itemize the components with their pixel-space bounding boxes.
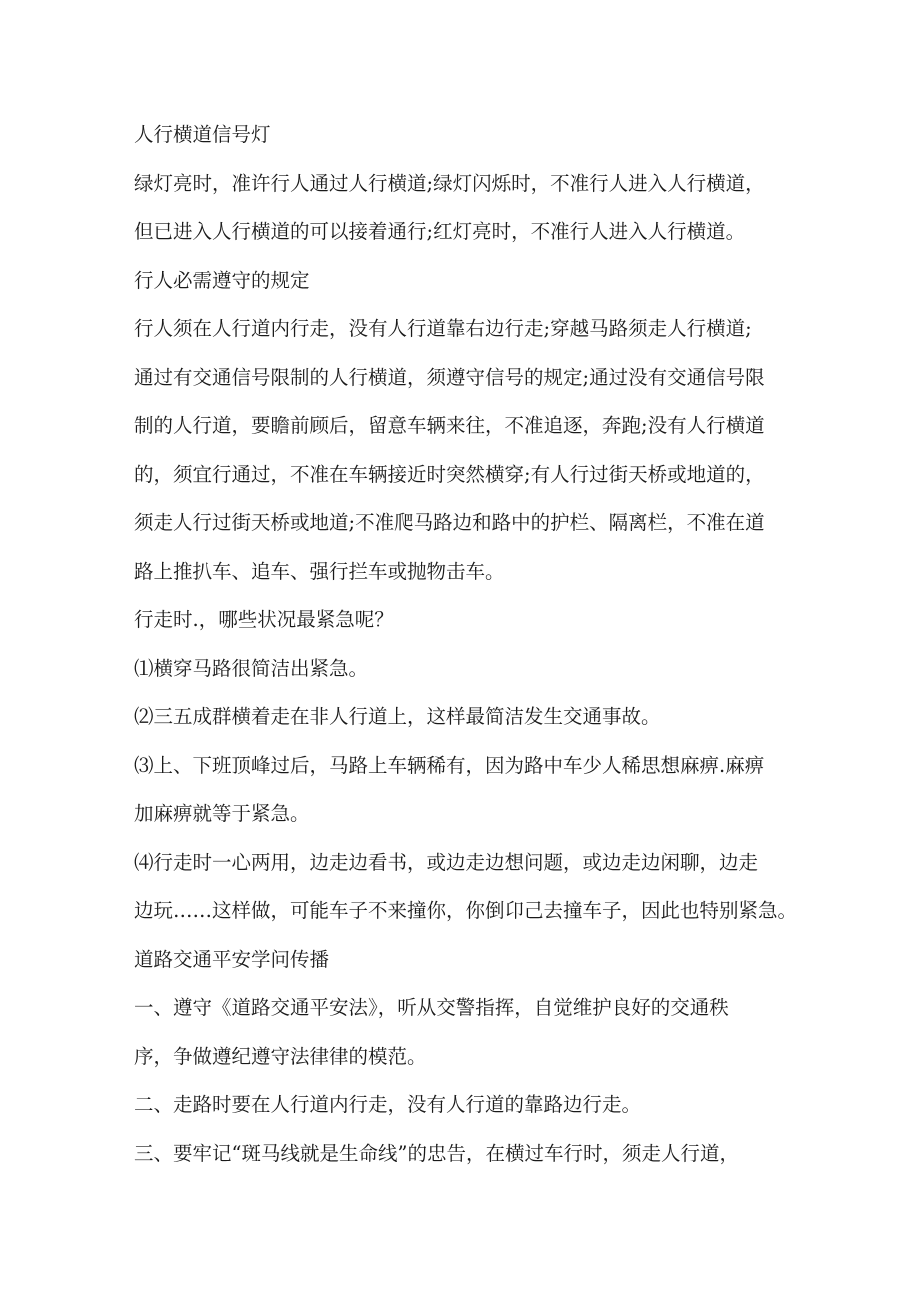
paragraph xyxy=(134,111,794,160)
text-line: 道路交通平安学问传播 xyxy=(134,947,330,971)
text-line: 路上推扒车、追车、强行拦车或抛物击车。 xyxy=(134,559,505,583)
text-line: 人行横道信号灯 xyxy=(134,123,271,146)
paragraph xyxy=(134,596,794,645)
text-line: 行人须在人行道内行走，没有人行道靠右边行走;穿越马路须走人行横道; xyxy=(134,317,752,340)
text-line: 通过有交通信号限制的人行横道，须遵守信号的规定;通过没有交通信号限 xyxy=(134,365,765,389)
text-line: 绿灯亮时，准许行人通过人行横道;绿灯闪烁时，不准行人进入人行横道， xyxy=(134,171,765,195)
document-body xyxy=(134,111,798,1178)
text-line: 二、走路时要在人行道内行走，没有人行道的靠路边行走。 xyxy=(134,1093,642,1116)
paragraph xyxy=(134,160,794,257)
paragraph xyxy=(134,1130,794,1179)
paragraph xyxy=(134,839,798,936)
paragraph xyxy=(134,305,794,596)
text-line: 边玩……这样做，可能车子不来撞你，你倒卬己去撞车子，因此也特别紧急。 xyxy=(134,899,798,922)
text-line: 行走时.，哪些状况最紧急呢？ xyxy=(134,608,394,631)
text-line: 序，争做遵纪遵守法律律的模范。 xyxy=(134,1044,427,1068)
text-line: ⑴横穿马路很简洁出紧急。 xyxy=(134,656,369,680)
text-line: 加麻痹就等于紧急。 xyxy=(134,802,310,825)
paragraph xyxy=(134,257,794,306)
text-line: 三、要牢记“斑马线就是生命线”的忠告，在横过车行时，须走人行道， xyxy=(134,1141,739,1165)
text-line: 一、遵守《道路交通平安法》，听从交警指挥，自觉维护良好的交通秩 xyxy=(134,996,729,1019)
paragraph xyxy=(134,645,794,694)
text-line: 但已进入人行横道的可以接着通行;红灯亮时，不准行人进入人行横道。 xyxy=(134,220,746,243)
text-line: ⑶上、下班顶峰过后，马路上车辆稀有，因为路中车少人稀思想麻痹.麻痹 xyxy=(134,753,765,777)
paragraph xyxy=(134,984,794,1081)
text-line: 行人必需遵守的规定 xyxy=(134,268,310,292)
text-line: 制的人行道，要瞻前顾后，留意车辆来往，不准追逐，奔跑;没有人行横道 xyxy=(134,414,765,437)
text-line: ⑵三五成群横着走在非人行道上，这样最简洁发生交通事故。 xyxy=(134,705,661,728)
paragraph xyxy=(134,936,794,985)
paragraph xyxy=(134,742,794,839)
text-line: 须走人行过街天桥或地道;不准爬马路边和路中的护栏、隔离栏，不准在道 xyxy=(134,511,765,534)
text-line: ⑷行走时一心两用，边走边看书，或边走边想问题，或边走边闲聊，边走 xyxy=(134,850,759,874)
paragraph xyxy=(134,1081,794,1130)
text-line: 的，须宜行通过，不准在车辆接近时突然横穿;有人行过街天桥或地道的， xyxy=(134,462,765,486)
paragraph xyxy=(134,693,794,742)
